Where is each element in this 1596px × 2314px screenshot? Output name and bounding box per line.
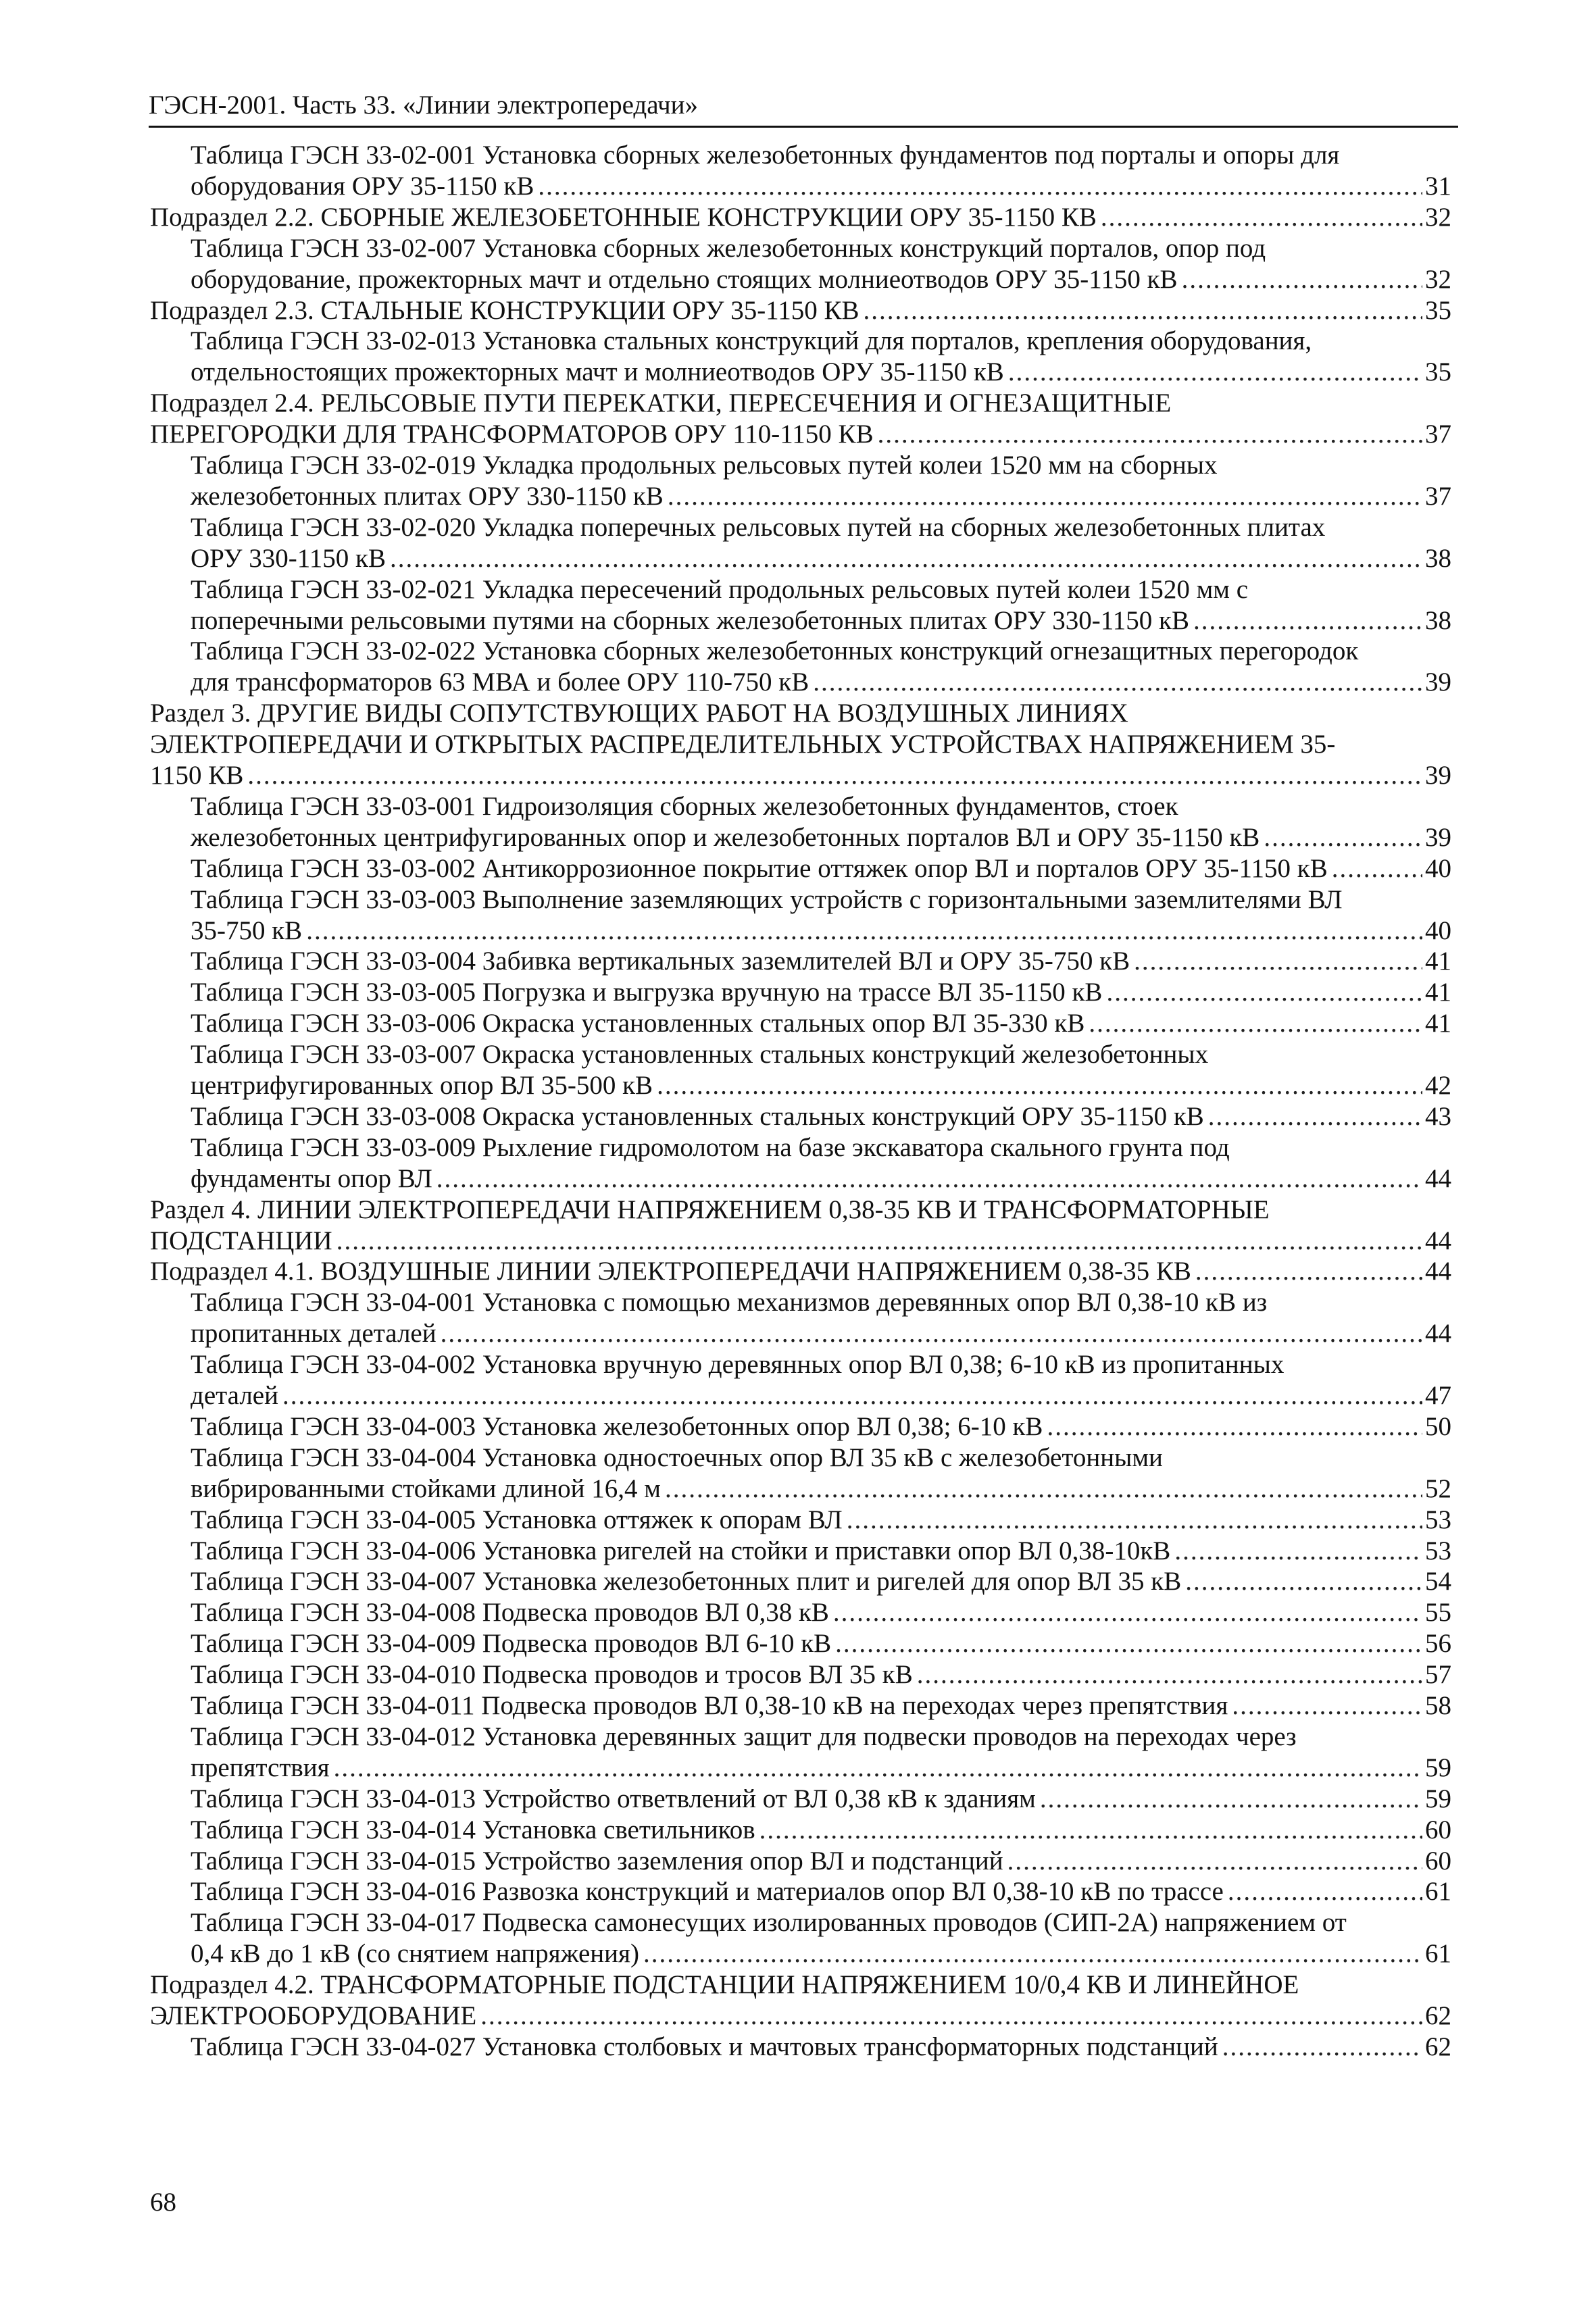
- toc-table-entry-line: [0, 1907, 1596, 1938]
- toc-entry-title: Таблица ГЭСН 33-04-010 Подвеска проводов и тросов ВЛ 35 кВ: [191, 1660, 913, 1689]
- toc-table-entry-line: [0, 326, 1596, 357]
- toc-section-entry-line: [0, 1226, 1596, 1257]
- dot-leader: [334, 1753, 1422, 1784]
- toc-entry-title: Таблица ГЭСН 33-04-016 Развозка конструкций и материалов опор ВЛ 0,38-10 кВ по трассе: [191, 1877, 1224, 1906]
- toc-table-entry-line: [0, 1597, 1596, 1628]
- toc-subsection-entry-line: [0, 1969, 1596, 2001]
- toc-table-entry-line: [0, 791, 1596, 822]
- toc-entry-title: препятствия: [191, 1753, 330, 1782]
- toc-page-number: 35: [1425, 357, 1451, 386]
- toc-table-entry-line: [0, 1659, 1596, 1690]
- toc-table-entry-line: [0, 1318, 1596, 1349]
- toc-table-entry-line: [0, 1039, 1596, 1070]
- toc-page-number: 44: [1425, 1257, 1451, 1286]
- toc-page-number: 52: [1425, 1474, 1451, 1503]
- toc-table-entry-line: [0, 481, 1596, 512]
- toc-page-number: 53: [1425, 1536, 1451, 1565]
- dot-leader: [1047, 1411, 1422, 1442]
- toc-subsection-entry-line: [0, 2001, 1596, 2032]
- toc-page-number: 61: [1425, 1939, 1451, 1968]
- toc-entry-title: Подраздел 2.4. РЕЛЬСОВЫЕ ПУТИ ПЕРЕКАТКИ, ПЕРЕСЕЧЕНИЯ И ОГНЕЗАЩИТНЫЕ: [150, 388, 1172, 418]
- dot-leader: [480, 2001, 1422, 2032]
- toc-table-entry-line: [0, 822, 1596, 853]
- toc-table-entry-line: [0, 140, 1596, 171]
- toc-page-number: 39: [1425, 823, 1451, 852]
- toc-entry-title: 0,4 кВ до 1 кВ (со снятием напряжения): [191, 1939, 639, 1968]
- toc-page-number: 61: [1425, 1877, 1451, 1906]
- toc-entry-title: Таблица ГЭСН 33-02-007 Установка сборных железобетонных конструкций порталов, опор под: [191, 234, 1266, 263]
- toc-table-entry-line: [0, 1163, 1596, 1194]
- toc-table-entry-line: [0, 1070, 1596, 1101]
- toc-subsection-entry-line: [0, 202, 1596, 233]
- toc-table-entry-line: [0, 853, 1596, 884]
- dot-leader: [247, 760, 1422, 791]
- dot-leader: [1222, 2032, 1422, 2063]
- dot-leader: [336, 1226, 1422, 1257]
- toc-entry-title: Подраздел 2.3. СТАЛЬНЫЕ КОНСТРУКЦИИ ОРУ 35-1150 КВ: [150, 296, 859, 325]
- dot-leader: [1134, 946, 1422, 977]
- dot-leader: [1264, 822, 1422, 853]
- toc-section-entry-line: [0, 698, 1596, 729]
- toc-table-entry-line: [0, 1753, 1596, 1784]
- toc-subsection-entry-line: [0, 419, 1596, 450]
- toc-entry-title: пропитанных деталей: [191, 1319, 437, 1348]
- toc-entry-title: ЭЛЕКТРООБОРУДОВАНИЕ: [150, 2001, 477, 2030]
- dot-leader: [1101, 202, 1422, 233]
- dot-leader: [657, 1070, 1422, 1101]
- toc-entry-title: ЭЛЕКТРОПЕРЕДАЧИ И ОТКРЫТЫХ РАСПРЕДЕЛИТЕЛЬНЫХ УСТРОЙСТВАХ НАПРЯЖЕНИЕМ 35-: [150, 730, 1336, 759]
- toc-entry-title: деталей: [191, 1381, 278, 1410]
- toc-entry-title: центрифугированных опор ВЛ 35-500 кВ: [191, 1071, 653, 1100]
- toc-table-entry-line: [0, 667, 1596, 698]
- dot-leader: [1193, 605, 1422, 636]
- toc-entry-title: Таблица ГЭСН 33-02-013 Установка стальных конструкций для порталов, крепления оборудования,: [191, 326, 1312, 355]
- toc-entry-title: фундаменты опор ВЛ: [191, 1164, 432, 1193]
- toc-entry-title: Таблица ГЭСН 33-04-011 Подвеска проводов ВЛ 0,38-10 кВ на переходах через препятствия: [191, 1691, 1228, 1720]
- toc-entry-title: Раздел 3. ДРУГИЕ ВИДЫ СОПУТСТВУЮЩИХ РАБОТ НА ВОЗДУШНЫХ ЛИНИЯХ: [150, 699, 1128, 728]
- toc-entry-title: Таблица ГЭСН 33-04-027 Установка столбовых и мачтовых трансформаторных подстанций: [191, 2032, 1218, 2061]
- toc-table-entry-line: [0, 1101, 1596, 1132]
- toc-entry-title: Таблица ГЭСН 33-04-009 Подвеска проводов ВЛ 6-10 кВ: [191, 1629, 832, 1658]
- toc-entry-title: оборудования ОРУ 35-1150 кВ: [191, 172, 534, 201]
- toc-page-number: 50: [1425, 1412, 1451, 1441]
- dot-leader: [813, 667, 1422, 698]
- toc-page-number: 38: [1425, 544, 1451, 573]
- toc-table-entry-line: [0, 1132, 1596, 1163]
- toc-entry-title: Таблица ГЭСН 33-04-003 Установка железобетонных опор ВЛ 0,38; 6-10 кВ: [191, 1412, 1043, 1441]
- header-rule: [149, 126, 1458, 128]
- toc-entry-title: ПОДСТАНЦИИ: [150, 1226, 332, 1255]
- toc-entry-title: Таблица ГЭСН 33-04-008 Подвеска проводов ВЛ 0,38 кВ: [191, 1598, 829, 1627]
- toc-entry-title: ПЕРЕГОРОДКИ ДЛЯ ТРАНСФОРМАТОРОВ ОРУ 110-1150 КВ: [150, 420, 874, 449]
- toc-table-entry-line: [0, 605, 1596, 636]
- toc-subsection-entry-line: [0, 1256, 1596, 1287]
- toc-entry-title: отдельностоящих прожекторных мачт и молниеотводов ОРУ 35-1150 кВ: [191, 357, 1004, 386]
- toc-page-number: 39: [1425, 761, 1451, 790]
- toc-table-entry-line: [0, 946, 1596, 977]
- toc-page-number: 41: [1425, 978, 1451, 1007]
- dot-leader: [643, 1938, 1422, 1969]
- toc-table-entry-line: [0, 1411, 1596, 1442]
- toc-entry-title: для трансформаторов 63 МВА и более ОРУ 110-750 кВ: [191, 668, 809, 697]
- toc-table-entry-line: [0, 915, 1596, 947]
- toc-entry-title: Подраздел 4.2. ТРАНСФОРМАТОРНЫЕ ПОДСТАНЦИИ НАПРЯЖЕНИЕМ 10/0,4 КВ И ЛИНЕЙНОЕ: [150, 1970, 1299, 1999]
- toc-page-number: 62: [1425, 2032, 1451, 2061]
- toc-entry-title: Таблица ГЭСН 33-04-017 Подвеска самонесущих изолированных проводов (СИП-2А) напряжением от: [191, 1908, 1347, 1937]
- toc-entry-title: Таблица ГЭСН 33-02-020 Укладка поперечных рельсовых путей на сборных железобетонных плитах: [191, 513, 1326, 542]
- toc-entry-title: Таблица ГЭСН 33-04-013 Устройство ответвлений от ВЛ 0,38 кВ к зданиям: [191, 1784, 1036, 1813]
- toc-table-entry-line: [0, 1876, 1596, 1907]
- dot-leader: [864, 295, 1422, 326]
- toc-page-number: 44: [1425, 1164, 1451, 1193]
- toc-entry-title: Таблица ГЭСН 33-04-005 Установка оттяжек к опорам ВЛ: [191, 1505, 843, 1534]
- toc-entry-title: Таблица ГЭСН 33-03-001 Гидроизоляция сборных железобетонных фундаментов, стоек: [191, 792, 1178, 821]
- toc-table-entry-line: [0, 512, 1596, 543]
- toc-section-entry-line: [0, 1194, 1596, 1226]
- toc-table-entry-line: [0, 1474, 1596, 1505]
- toc-table-entry-line: [0, 574, 1596, 605]
- toc-table-entry-line: [0, 543, 1596, 574]
- dot-leader: [878, 419, 1422, 450]
- toc-table-entry-line: [0, 2032, 1596, 2063]
- dot-leader: [1007, 1846, 1422, 1877]
- toc-table-entry-line: [0, 977, 1596, 1008]
- dot-leader: [306, 915, 1422, 947]
- dot-leader: [1185, 1566, 1422, 1597]
- toc-entry-title: Таблица ГЭСН 33-03-006 Окраска установленных стальных опор ВЛ 35-330 кВ: [191, 1009, 1085, 1038]
- toc-page-number: 38: [1425, 606, 1451, 635]
- toc-entry-title: Таблица ГЭСН 33-04-007 Установка железобетонных плит и ригелей для опор ВЛ 35 кВ: [191, 1567, 1182, 1596]
- toc-page-number: 40: [1425, 916, 1451, 945]
- running-header: ГЭСН-2001. Часть 33. «Линии электропередачи»: [149, 91, 699, 120]
- toc-page-number: 56: [1425, 1629, 1451, 1658]
- dot-leader: [1195, 1256, 1422, 1287]
- toc-table-entry-line: [0, 171, 1596, 202]
- toc-table-entry-line: [0, 264, 1596, 295]
- dot-leader: [1008, 357, 1422, 388]
- dot-leader: [437, 1163, 1422, 1194]
- toc-entry-title: оборудование, прожекторных мачт и отдельно стоящих молниеотводов ОРУ 35-1150 кВ: [191, 265, 1178, 294]
- toc-table-entry-line: [0, 1536, 1596, 1567]
- toc-entry-title: Таблица ГЭСН 33-02-021 Укладка пересечений продольных рельсовых путей колеи 1520 мм с: [191, 575, 1249, 604]
- toc-table-entry-line: [0, 1846, 1596, 1877]
- dot-leader: [1089, 1008, 1422, 1039]
- dot-leader: [1228, 1876, 1422, 1907]
- toc-page-number: 41: [1425, 947, 1451, 976]
- toc-entry-title: Таблица ГЭСН 33-03-004 Забивка вертикальных заземлителей ВЛ и ОРУ 35-750 кВ: [191, 947, 1130, 976]
- dot-leader: [759, 1815, 1422, 1846]
- toc-entry-title: Подраздел 2.2. СБОРНЫЕ ЖЕЛЕЗОБЕТОННЫЕ КОНСТРУКЦИИ ОРУ 35-1150 КВ: [150, 203, 1097, 232]
- dot-leader: [282, 1380, 1422, 1411]
- toc-page-number: 32: [1425, 265, 1451, 294]
- toc-page-number: 42: [1425, 1071, 1451, 1100]
- toc-table-entry-line: [0, 1690, 1596, 1721]
- toc-page-number: 57: [1425, 1660, 1451, 1689]
- toc-entry-title: Таблица ГЭСН 33-03-002 Антикоррозионное покрытие оттяжек опор ВЛ и порталов ОРУ 35-1150 кВ: [191, 854, 1328, 883]
- toc-table-entry-line: [0, 1008, 1596, 1039]
- toc-table-entry-line: [0, 1721, 1596, 1753]
- toc-entry-title: Таблица ГЭСН 33-03-003 Выполнение заземляющих устройств с горизонтальными заземлителями ВЛ: [191, 885, 1343, 914]
- dot-leader: [1106, 977, 1422, 1008]
- page-number: 68: [150, 2188, 176, 2217]
- dot-leader: [1332, 853, 1422, 884]
- toc-page-number: 37: [1425, 420, 1451, 449]
- toc-entry-title: Таблица ГЭСН 33-04-001 Установка с помощью механизмов деревянных опор ВЛ 0,38-10 кВ из: [191, 1288, 1268, 1317]
- dot-leader: [538, 171, 1422, 202]
- toc-table-entry-line: [0, 450, 1596, 481]
- toc-table-entry-line: [0, 1287, 1596, 1318]
- toc-table-entry-line: [0, 636, 1596, 667]
- toc-entry-title: Таблица ГЭСН 33-02-022 Установка сборных железобетонных конструкций огнезащитных перегородок: [191, 636, 1359, 665]
- dot-leader: [665, 1474, 1422, 1505]
- toc-entry-title: 1150 КВ: [150, 761, 244, 790]
- toc-page-number: 31: [1425, 172, 1451, 201]
- dot-leader: [1040, 1784, 1422, 1815]
- toc-entry-title: Таблица ГЭСН 33-03-009 Рыхление гидромолотом на базе экскаватора скального грунта под: [191, 1133, 1230, 1162]
- toc-page-number: 39: [1425, 668, 1451, 697]
- toc-table-entry-line: [0, 884, 1596, 915]
- toc-entry-title: Таблица ГЭСН 33-04-006 Установка ригелей на стойки и приставки опор ВЛ 0,38-10кВ: [191, 1536, 1171, 1565]
- toc-page-number: 41: [1425, 1009, 1451, 1038]
- toc-subsection-entry-line: [0, 388, 1596, 419]
- toc-page-number: 37: [1425, 482, 1451, 511]
- toc-page-number: 54: [1425, 1567, 1451, 1596]
- toc-entry-title: Таблица ГЭСН 33-04-014 Установка светильников: [191, 1815, 755, 1844]
- toc-table-entry-line: [0, 1349, 1596, 1380]
- toc-page-number: 59: [1425, 1784, 1451, 1813]
- toc-page-number: 60: [1425, 1815, 1451, 1844]
- toc-page-number: 58: [1425, 1691, 1451, 1720]
- toc-page-number: 44: [1425, 1226, 1451, 1255]
- toc-page-number: 59: [1425, 1753, 1451, 1782]
- toc-page-number: 43: [1425, 1102, 1451, 1131]
- toc-entry-title: Подраздел 4.1. ВОЗДУШНЫЕ ЛИНИИ ЭЛЕКТРОПЕРЕДАЧИ НАПРЯЖЕНИЕМ 0,38-35 КВ: [150, 1257, 1191, 1286]
- toc-entry-title: вибрированными стойками длиной 16,4 м: [191, 1474, 661, 1503]
- toc-table-entry-line: [0, 1380, 1596, 1411]
- toc-table-entry-line: [0, 1784, 1596, 1815]
- toc-table-entry-line: [0, 357, 1596, 388]
- toc-entry-title: Таблица ГЭСН 33-04-012 Установка деревянных защит для подвески проводов на переходах через: [191, 1722, 1297, 1751]
- toc-section-entry-line: [0, 760, 1596, 791]
- toc-entry-title: железобетонных плитах ОРУ 330-1150 кВ: [191, 482, 664, 511]
- dot-leader: [835, 1628, 1422, 1659]
- toc-entry-title: Раздел 4. ЛИНИИ ЭЛЕКТРОПЕРЕДАЧИ НАПРЯЖЕНИЕМ 0,38-35 КВ И ТРАНСФОРМАТОРНЫЕ: [150, 1195, 1270, 1224]
- toc-entry-title: Таблица ГЭСН 33-04-002 Установка вручную деревянных опор ВЛ 0,38; 6-10 кВ из пропитанных: [191, 1350, 1285, 1379]
- toc-table-entry-line: [0, 233, 1596, 264]
- toc-entry-title: Таблица ГЭСН 33-02-019 Укладка продольных рельсовых путей колеи 1520 мм на сборных: [191, 451, 1218, 480]
- toc-entry-title: Таблица ГЭСН 33-03-005 Погрузка и выгрузка вручную на трассе ВЛ 35-1150 кВ: [191, 978, 1103, 1007]
- toc-table-entry-line: [0, 1566, 1596, 1597]
- toc-table-entry-line: [0, 1938, 1596, 1969]
- dot-leader: [847, 1505, 1422, 1536]
- toc-page-number: 60: [1425, 1846, 1451, 1876]
- toc-table-entry-line: [0, 1505, 1596, 1536]
- dot-leader: [833, 1597, 1422, 1628]
- dot-leader: [1182, 264, 1422, 295]
- dot-leader: [390, 543, 1422, 574]
- dot-leader: [1232, 1690, 1422, 1721]
- toc-entry-title: поперечными рельсовыми путями на сборных железобетонных плитах ОРУ 330-1150 кВ: [191, 606, 1190, 635]
- toc-page-number: 47: [1425, 1381, 1451, 1410]
- toc-table-entry-line: [0, 1815, 1596, 1846]
- toc-entry-title: железобетонных центрифугированных опор и железобетонных порталов ВЛ и ОРУ 35-1150 кВ: [191, 823, 1260, 852]
- dot-leader: [917, 1659, 1422, 1690]
- dot-leader: [1208, 1101, 1422, 1132]
- toc-section-entry-line: [0, 729, 1596, 760]
- toc-subsection-entry-line: [0, 295, 1596, 326]
- dot-leader: [441, 1318, 1422, 1349]
- toc-page-number: 62: [1425, 2001, 1451, 2030]
- toc-page-number: 55: [1425, 1598, 1451, 1627]
- dot-leader: [668, 481, 1422, 512]
- toc-page-number: 44: [1425, 1319, 1451, 1348]
- toc-table-entry-line: [0, 1442, 1596, 1474]
- toc-page-number: 53: [1425, 1505, 1451, 1534]
- toc-entry-title: Таблица ГЭСН 33-03-008 Окраска установленных стальных конструкций ОРУ 35-1150 кВ: [191, 1102, 1204, 1131]
- toc-table-entry-line: [0, 1628, 1596, 1659]
- toc-page-number: 32: [1425, 203, 1451, 232]
- toc-entry-title: Таблица ГЭСН 33-04-004 Установка одностоечных опор ВЛ 35 кВ с железобетонными: [191, 1443, 1163, 1472]
- toc-entry-title: Таблица ГЭСН 33-03-007 Окраска установленных стальных конструкций железобетонных: [191, 1040, 1209, 1069]
- toc-entry-title: 35-750 кВ: [191, 916, 303, 945]
- dot-leader: [1174, 1536, 1422, 1567]
- toc-entry-title: Таблица ГЭСН 33-02-001 Установка сборных железобетонных фундаментов под порталы и опоры для: [191, 141, 1340, 170]
- toc-entry-title: Таблица ГЭСН 33-04-015 Устройство заземления опор ВЛ и подстанций: [191, 1846, 1003, 1876]
- toc-entry-title: ОРУ 330-1150 кВ: [191, 544, 386, 573]
- toc-page-number: 40: [1425, 854, 1451, 883]
- toc-page-number: 35: [1425, 296, 1451, 325]
